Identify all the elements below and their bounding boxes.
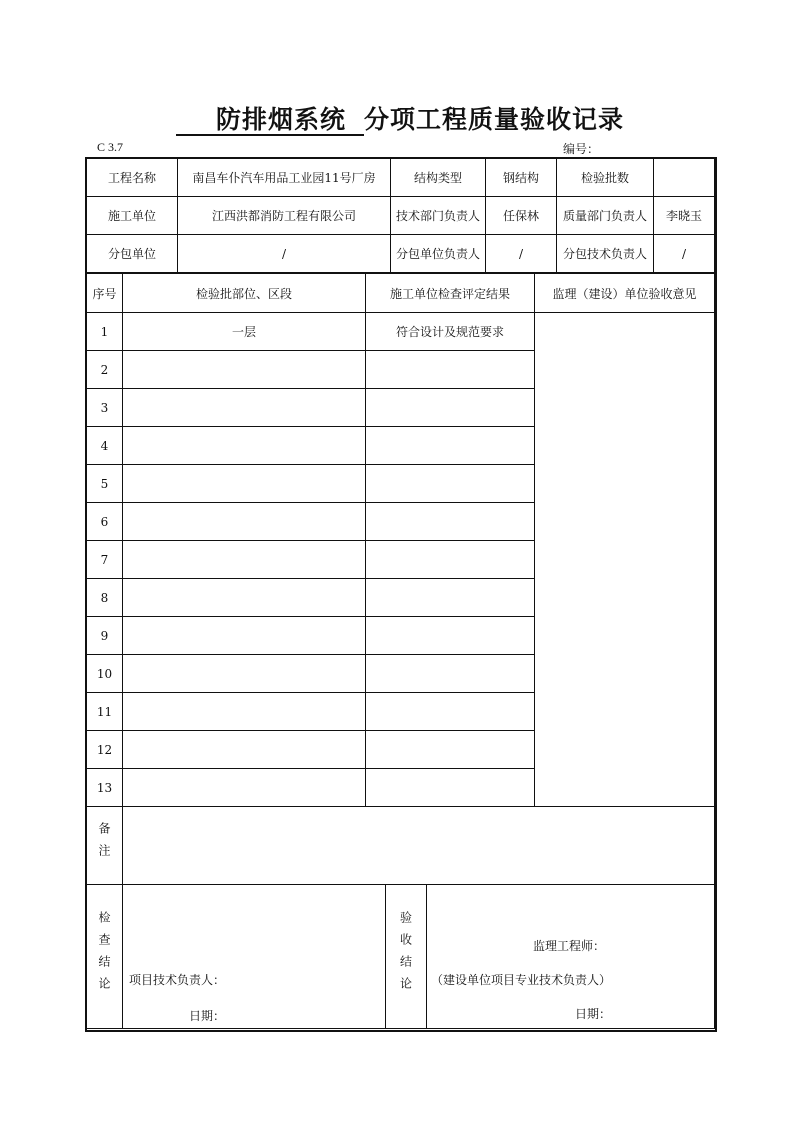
row-result[interactable] bbox=[366, 617, 535, 655]
form-code: C 3.7 bbox=[97, 140, 124, 154]
row-no: 2 bbox=[87, 351, 123, 389]
row-location[interactable] bbox=[123, 617, 366, 655]
acceptance-conclusion-label: 验收结论 bbox=[398, 911, 413, 999]
remarks-content[interactable] bbox=[123, 807, 715, 885]
title-subject: 防排烟系统 bbox=[215, 105, 346, 134]
subcontractor-label: 分包单位 bbox=[87, 235, 178, 273]
batch-count-label: 检验批数 bbox=[557, 159, 654, 197]
sub-head-label: 分包单位负责人 bbox=[391, 235, 486, 273]
row-result[interactable] bbox=[366, 465, 535, 503]
row-no: 10 bbox=[87, 655, 123, 693]
structure-type-label: 结构类型 bbox=[391, 159, 486, 197]
inspection-table bbox=[86, 273, 715, 807]
structure-type-value: 钢结构 bbox=[486, 159, 557, 197]
row-no: 5 bbox=[87, 465, 123, 503]
supervisor-opinion-cell[interactable] bbox=[535, 313, 715, 807]
row-location[interactable] bbox=[123, 427, 366, 465]
row-result[interactable] bbox=[366, 503, 535, 541]
row-no: 7 bbox=[87, 541, 123, 579]
row-location[interactable] bbox=[123, 389, 366, 427]
supervisor-label: 监理工程师： bbox=[533, 939, 606, 953]
row-result[interactable] bbox=[366, 389, 535, 427]
title-suffix: 分项工程质量验收记录 bbox=[364, 105, 625, 134]
row-no: 1 bbox=[87, 313, 123, 351]
quality-head-label: 质量部门负责人 bbox=[557, 197, 654, 235]
row-result[interactable] bbox=[366, 731, 535, 769]
page-title bbox=[0, 100, 800, 136]
row-location[interactable]: 一层 bbox=[123, 313, 366, 351]
number-label: 编号： bbox=[563, 142, 600, 156]
sub-head-value: / bbox=[486, 235, 557, 273]
row-location[interactable] bbox=[123, 579, 366, 617]
check-conclusion-content[interactable] bbox=[123, 885, 386, 1029]
row-result[interactable]: 符合设计及规范要求 bbox=[366, 313, 535, 351]
row-location[interactable] bbox=[123, 541, 366, 579]
row-location[interactable] bbox=[123, 769, 366, 807]
row-no: 9 bbox=[87, 617, 123, 655]
date-right-label: 日期： bbox=[575, 1007, 612, 1021]
row-result[interactable] bbox=[366, 655, 535, 693]
date-left-label: 日期： bbox=[189, 1009, 226, 1023]
row-location[interactable] bbox=[123, 731, 366, 769]
row-location[interactable] bbox=[123, 465, 366, 503]
row-no: 11 bbox=[87, 693, 123, 731]
sub-tech-head-label: 分包技术负责人 bbox=[557, 235, 654, 273]
col-header-result: 施工单位检查评定结果 bbox=[366, 274, 535, 313]
title-underline-tail bbox=[346, 110, 364, 136]
col-header-opinion: 监理（建设）单位验收意见 bbox=[535, 274, 715, 313]
tech-head-label: 技术部门负责人 bbox=[391, 197, 486, 235]
row-result[interactable] bbox=[366, 351, 535, 389]
tech-head-value: 任保林 bbox=[486, 197, 557, 235]
row-result[interactable] bbox=[366, 579, 535, 617]
title-blank-underline bbox=[176, 110, 216, 136]
conclusion-table bbox=[86, 806, 715, 1029]
batch-count-value[interactable] bbox=[654, 159, 715, 197]
row-location[interactable] bbox=[123, 503, 366, 541]
row-location[interactable] bbox=[123, 693, 366, 731]
col-header-no: 序号 bbox=[87, 274, 123, 313]
row-result[interactable] bbox=[366, 427, 535, 465]
check-conclusion-label: 检查结论 bbox=[97, 911, 111, 999]
quality-head-value: 李晓玉 bbox=[654, 197, 715, 235]
acceptance-conclusion-content[interactable] bbox=[427, 885, 715, 1029]
acceptance-conclusion-label-cell bbox=[386, 885, 427, 1029]
project-name-value: 南昌车仆汽车用品工业园11号厂房 bbox=[178, 159, 391, 197]
remarks-label-cell bbox=[87, 807, 123, 885]
table-row bbox=[87, 313, 715, 351]
contractor-value: 江西洪都消防工程有限公司 bbox=[178, 197, 391, 235]
project-name-label: 工程名称 bbox=[87, 159, 178, 197]
check-conclusion-label-cell bbox=[87, 885, 123, 1029]
row-no: 6 bbox=[87, 503, 123, 541]
row-no: 4 bbox=[87, 427, 123, 465]
owner-note: （建设单位项目专业技术负责人） bbox=[431, 973, 612, 987]
row-result[interactable] bbox=[366, 769, 535, 807]
row-no: 12 bbox=[87, 731, 123, 769]
contractor-label: 施工单位 bbox=[87, 197, 178, 235]
project-info-table bbox=[86, 158, 715, 273]
row-no: 8 bbox=[87, 579, 123, 617]
sub-tech-head-value: / bbox=[654, 235, 715, 273]
row-no: 3 bbox=[87, 389, 123, 427]
row-location[interactable] bbox=[123, 655, 366, 693]
project-tech-head-label: 项目技术负责人： bbox=[129, 973, 226, 987]
row-no: 13 bbox=[87, 769, 123, 807]
col-header-location: 检验批部位、区段 bbox=[123, 274, 366, 313]
row-location[interactable] bbox=[123, 351, 366, 389]
row-result[interactable] bbox=[366, 693, 535, 731]
remarks-label: 备注 bbox=[97, 822, 111, 866]
subcontractor-value: / bbox=[178, 235, 391, 273]
row-result[interactable] bbox=[366, 541, 535, 579]
